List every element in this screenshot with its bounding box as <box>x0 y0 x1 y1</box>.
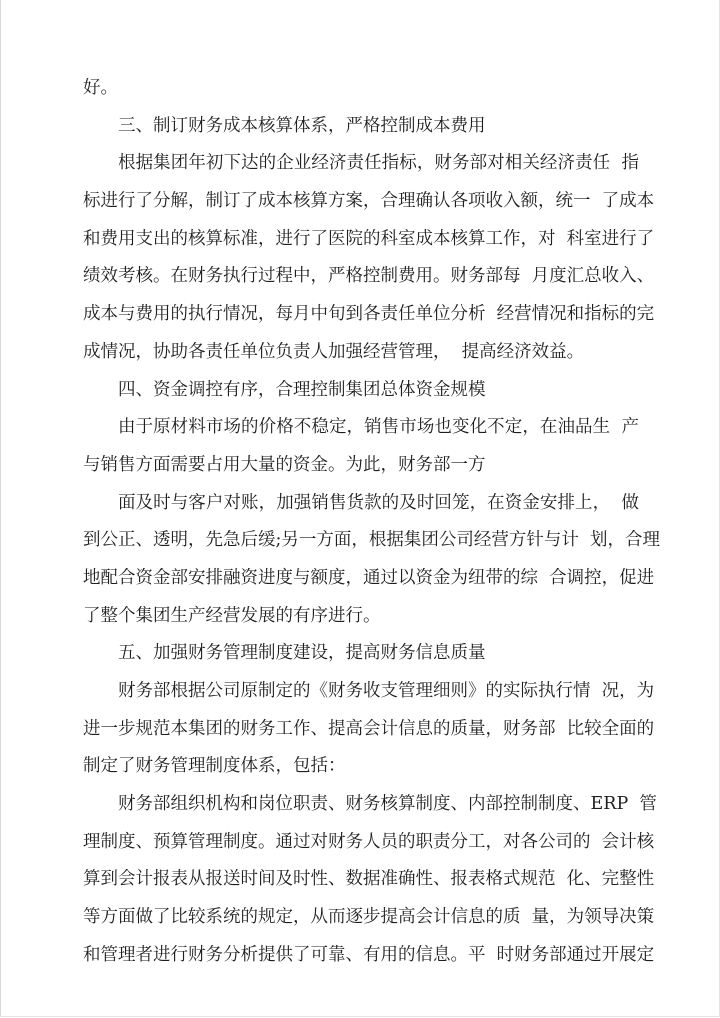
paragraph-last-line: 成情况，协助各责任单位负责人加强经营管理， 提高经济效益。 <box>83 341 585 362</box>
paragraph-last-line: 了整个集团生产经营发展的有序进行。 <box>83 605 381 626</box>
text-line: 等方面做了比较系统的规定，从而逐步提高会计信息的质 量，为领导决策 <box>83 907 655 928</box>
text-line: 绩效考核。在财务执行过程中，严格控制费用。财务部每 月度汇总收入、 <box>83 266 655 287</box>
paragraph-first-line: 由于原材料市场的价格不稳定，销售市场也变化不定，在油品生 产 <box>118 417 639 438</box>
text-line: 算到会计报表从报送时间及时性、数据准确性、报表格式规范 化、完整性 <box>83 869 655 890</box>
text-line: 和管理者进行财务分析提供了可靠、有用的信息。平 时财务部通过开展定 <box>83 944 655 965</box>
text-line: 地配合资金部安排融资进度与额度，通过以资金为纽带的综 合调控，促进 <box>83 567 655 588</box>
text-line: 好。 <box>83 78 118 98</box>
text-line: 成本与费用的执行情况，每月中旬到各责任单位分析 经营情况和指标的完 <box>83 304 655 325</box>
section-heading: 五、加强财务管理制度建设，提高财务信息质量 <box>118 643 486 664</box>
section-heading: 四、资金调控有序，合理控制集团总体资金规模 <box>118 379 486 400</box>
text-line: 进一步规范本集团的财务工作、提高会计信息的质量，财务部 比较全面的 <box>83 718 655 739</box>
paragraph-last-line: 与销售方面需要占用大量的资金。为此，财务部一方 <box>83 454 486 475</box>
paragraph-first-line: 财务部根据公司原制定的《财务收支管理细则》的实际执行情 况，为 <box>118 681 655 701</box>
text-line: 和费用支出的核算标准，进行了医院的科室成本核算工作，对 科室进行了 <box>83 228 655 249</box>
text-line: 理制度、预算管理制度。通过对财务人员的职责分工，对各公司的 会计核 <box>83 831 655 852</box>
paragraph-first-line: 面及时与客户对账，加强销售货款的及时回笼，在资金安排上， 做 <box>118 492 639 513</box>
text-line: 标进行了分解，制订了成本核算方案，合理确认各项收入额，统一 了成本 <box>83 191 655 212</box>
paragraph-first-line: 财务部组织机构和岗位职责、财务核算制度、内部控制制度、ERP 管 <box>118 794 657 815</box>
section-heading: 三、制订财务成本核算体系，严格控制成本费用 <box>118 115 486 136</box>
text-line: 到公正、透明，先急后缓;另一方面，根据集团公司经营方针与计 划，合理 <box>83 530 661 551</box>
document-body <box>83 70 661 975</box>
paragraph-first-line: 根据集团年初下达的企业经济责任指标，财务部对相关经济责任 指 <box>118 153 639 174</box>
paragraph-last-line: 制定了财务管理制度体系，包括： <box>83 756 346 777</box>
